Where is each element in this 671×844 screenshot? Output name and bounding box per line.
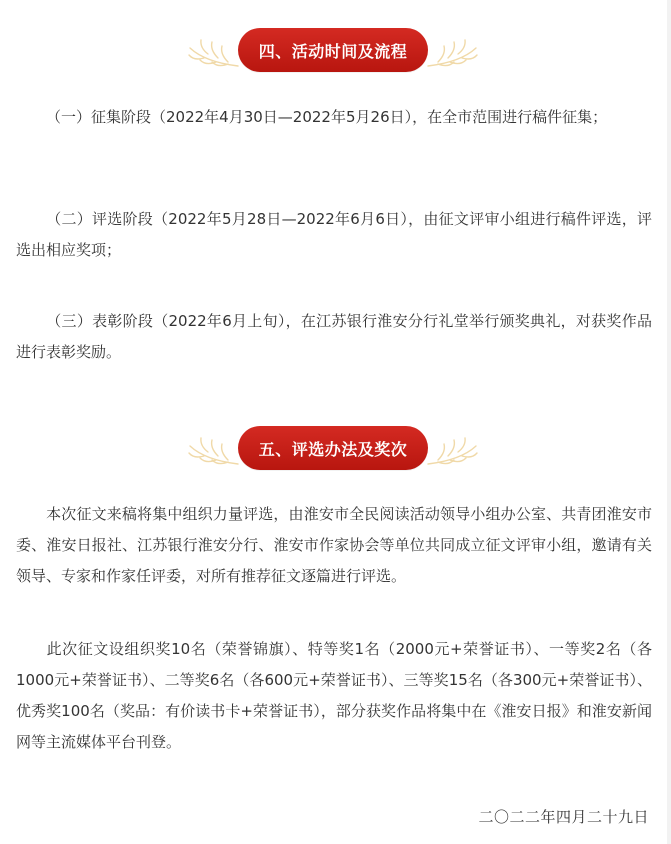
section-heading: 四、活动时间及流程 (258, 41, 408, 61)
section-heading: 五、评选办法及奖次 (258, 439, 408, 459)
section-header-schedule (0, 22, 671, 78)
paragraph-collection-stage: （一）征集阶段（2022年4月30日—2022年5月26日），在全市范围进行稿件征集； (46, 108, 608, 126)
paragraph-awards: 此次征文设组织奖10名（荣誉锦旗）、特等奖1名（2000元+荣誉证书）、一等奖2名（各1000元+荣誉证书）、二等奖6名（各600元+荣誉证书）、三等奖15名（各300元+荣誉证书）、优秀奖100名（奖品：有价读书卡+荣誉证书），部分获奖作品将集中在《淮安日报》和淮安新闻网等主流媒体平台刊登。 (16, 640, 652, 751)
section-header-evaluation (0, 420, 671, 476)
section-heading-pill (238, 426, 428, 470)
paragraph-review-stage: （二）评选阶段（2022年5月28日—2022年6月6日），由征文评审小组进行稿件评选，评选出相应奖项； (16, 210, 652, 259)
document-date: 二〇二二年四月二十九日 (478, 808, 649, 826)
paragraph-award-stage: （三）表彰阶段（2022年6月上旬），在江苏银行淮安分行礼堂举行颁奖典礼，对获奖作品进行表彰奖励。 (16, 312, 652, 361)
section-heading-pill (238, 28, 428, 72)
paragraph-evaluation-method: 本次征文来稿将集中组织力量评选，由淮安市全民阅读活动领导小组办公室、共青团淮安市委、淮安日报社、江苏银行淮安分行、淮安市作家协会等单位共同成立征文评审小组，邀请有关领导、专家和作家任评委，对所有推荐征文逐篇进行评选。 (16, 505, 652, 585)
